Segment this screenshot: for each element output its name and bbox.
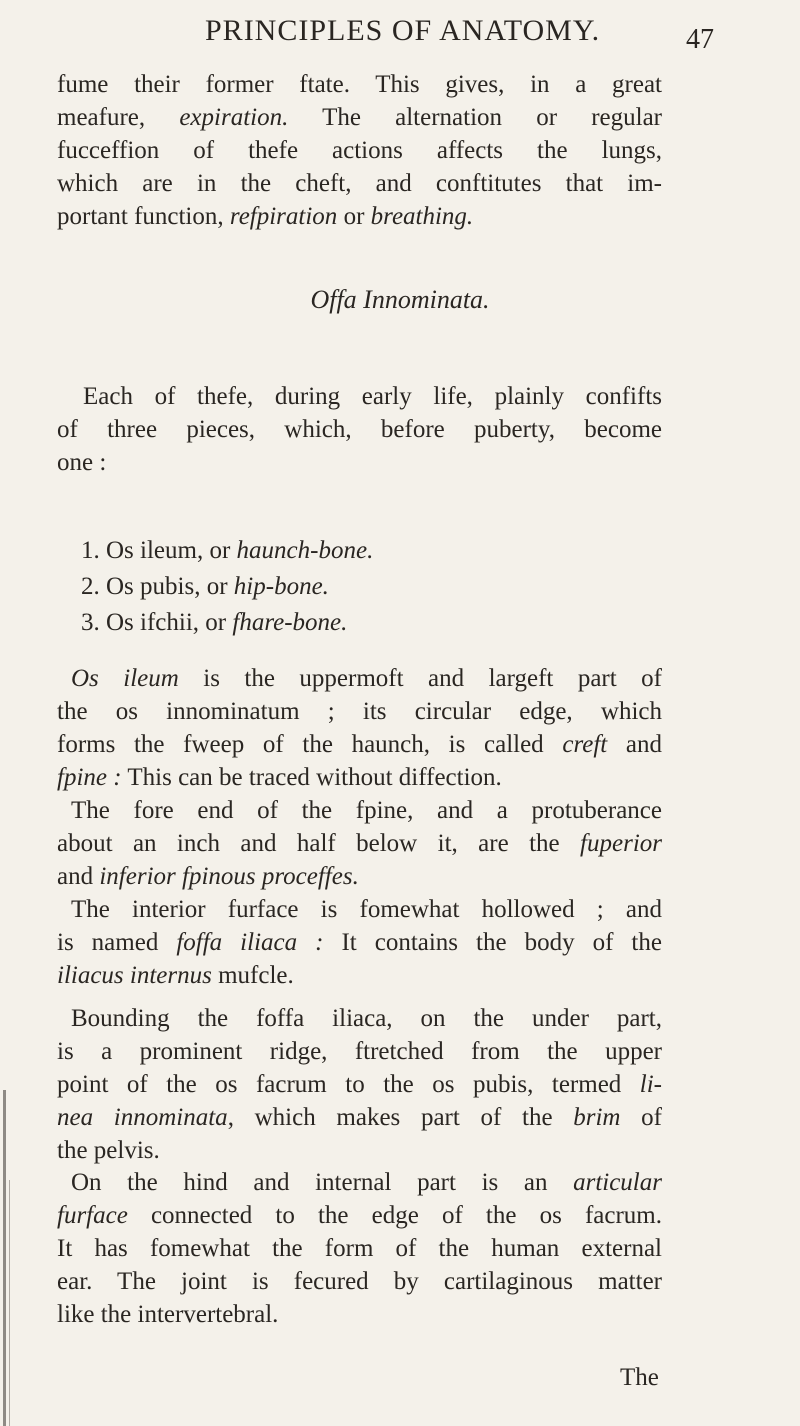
list-item: 3. Os ifchii, or fhare-bone.	[81, 609, 348, 636]
paragraph-2	[57, 380, 662, 479]
text-line: is a prominent ridge, ftretched from the upper	[57, 1038, 662, 1065]
text-line: like the intervertebral.	[57, 1301, 279, 1328]
text-line: fume their former ftate. This gives, in a great	[57, 71, 662, 98]
text-line: fucceffion of thefe actions affects the lungs,	[57, 137, 662, 164]
text-line: point of the os facrum to the os pubis, termed li-	[57, 1071, 662, 1098]
text-line: The interior furface is fomewhat hollowed ; and	[71, 896, 662, 923]
section-heading: Offa Innominata.	[310, 285, 490, 314]
text-line: On the hind and internal part is an articular	[71, 1169, 662, 1196]
catchword: The	[620, 1364, 659, 1391]
text-line: Os ileum is the uppermoft and largeft part of	[71, 665, 662, 692]
text-line: nea innominata, which makes part of the brim of	[57, 1104, 662, 1131]
text-line: ear. The joint is fecured by cartilaginous matter	[57, 1268, 662, 1295]
text-line: the pelvis.	[57, 1137, 160, 1164]
page-number: 47	[686, 24, 714, 55]
text-line: fpine : This can be traced without diffection.	[57, 764, 502, 791]
page-edge-line	[9, 1180, 10, 1426]
text-line: The fore end of the fpine, and a protuberance	[71, 797, 662, 824]
list-item: 1. Os ileum, or haunch-bone.	[81, 537, 374, 564]
bone-list	[81, 533, 373, 641]
text-line: the os innominatum ; its circular edge, which	[57, 698, 662, 725]
paragraph-4	[57, 1002, 662, 1167]
text-line: meafure, expiration. The alternation or regular	[57, 104, 662, 131]
text-line: It has fomewhat the form of the human external	[57, 1235, 662, 1262]
text-line: about an inch and half below it, are the fuperior	[57, 830, 662, 857]
text-line: furface connected to the edge of the os facrum.	[57, 1202, 662, 1229]
paragraph-3	[57, 662, 662, 992]
text-line: of three pieces, which, before puberty, become	[57, 416, 662, 443]
text-line: one :	[57, 449, 107, 476]
text-line: is named foffa iliaca : It contains the body of the	[57, 929, 662, 956]
page-edge-shadow	[3, 1090, 6, 1426]
text-line: forms the fweep of the haunch, is called creft and	[57, 731, 662, 758]
paragraph-5	[57, 1166, 662, 1331]
running-head: PRINCIPLES OF ANATOMY.	[205, 14, 601, 47]
list-item: 2. Os pubis, or hip-bone.	[81, 573, 329, 600]
text-line: Each of thefe, during early life, plainly confifts	[83, 383, 662, 410]
text-line: iliacus internus mufcle.	[57, 962, 294, 989]
text-line: portant function, refpiration or breathing.	[57, 203, 474, 230]
page-header	[0, 6, 800, 66]
text-line: and inferior fpinous proceffes.	[57, 863, 359, 890]
paragraph-1	[57, 68, 662, 233]
text-line: Bounding the foffa iliaca, on the under part,	[71, 1005, 662, 1032]
text-line: which are in the cheft, and conftitutes that im-	[57, 170, 662, 197]
